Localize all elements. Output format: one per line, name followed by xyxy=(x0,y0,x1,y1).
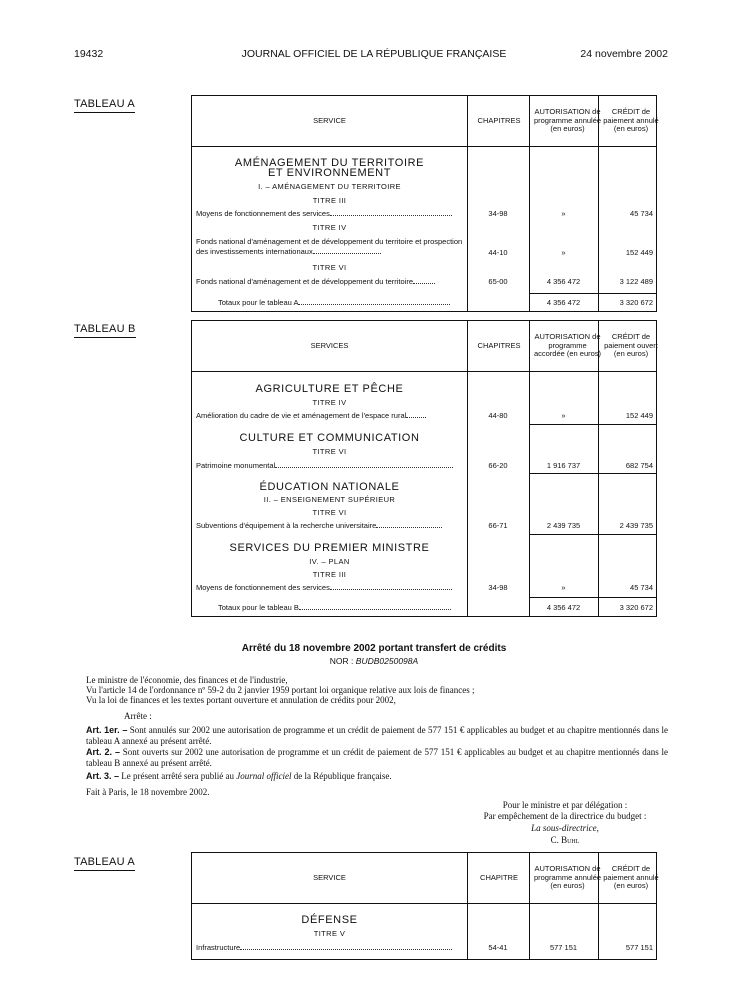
table2-tag: TABLEAU B xyxy=(74,323,136,338)
row-credit: 577 151 xyxy=(625,943,653,952)
row-chapitre: 34-98 xyxy=(488,209,508,218)
paragraph: Vu l'article 14 de l'ordonnance nº 59-2 du 2 janvier 1959 portant loi organique relative aux lois de finances ; xyxy=(86,685,475,695)
table3-header xyxy=(192,853,659,904)
fait-line: Fait à Paris, le 18 novembre 2002. xyxy=(86,787,210,797)
ministry-title: DÉFENSE xyxy=(301,914,358,926)
row-autorisation: 1 916 737 xyxy=(546,461,581,470)
article-text: Sont annulés sur 2002 une autorisation de programme et un crédit de paiement de 577 151 € applicables au budget et au chapitre mentionnés dans le tableau A annexé au présent arrêté. xyxy=(86,725,668,746)
row-autorisation: 4 356 472 xyxy=(546,277,581,286)
article-italic: Journal officiel xyxy=(236,771,292,781)
row-chapitre: 66-20 xyxy=(488,461,508,470)
titre-label: TITRE IV xyxy=(312,223,347,232)
row-autorisation: 577 151 xyxy=(549,943,578,952)
paragraph: Le ministre de l'économie, des finances et de l'industrie, xyxy=(86,675,288,685)
table2-header xyxy=(192,321,656,372)
article-label: Art. 1er. – xyxy=(86,725,128,735)
row-chapitre: 34-98 xyxy=(488,583,508,592)
total-autorisation: 4 356 472 xyxy=(546,603,581,612)
col-header-credit: CRÉDIT de paiement annulé (en euros) xyxy=(598,853,663,903)
ministry-title-cont: ET ENVIRONNEMENT xyxy=(267,167,392,179)
total-autorisation: 4 356 472 xyxy=(546,298,581,307)
article-text: Le présent arrêté sera publié au xyxy=(121,771,234,781)
arrete-keyword: Arrête : xyxy=(124,711,152,721)
row-label: Infrastructure xyxy=(196,943,241,952)
table1-header xyxy=(192,96,659,147)
article-text: Sont ouverts sur 2002 une autorisation de programme et un crédit de paiement de 577 151 € applicables au budget et au chapitre mentionnés dans le tableau B annexé au présent arrêté. xyxy=(86,747,669,768)
row-chapitre: 44-10 xyxy=(488,248,508,257)
signature-title: La sous-directrice, xyxy=(531,823,599,833)
page-number: 19432 xyxy=(74,48,104,60)
col-header-services: SERVICES xyxy=(310,340,349,350)
row-chapitre: 66-71 xyxy=(488,521,508,530)
row-credit: 45 734 xyxy=(630,583,653,592)
ministry-title: SERVICES DU PREMIER MINISTRE xyxy=(229,542,430,554)
col-header-service: SERVICE xyxy=(313,115,346,125)
row-chapitre: 44-80 xyxy=(488,411,508,420)
row-autorisation: » xyxy=(561,248,566,257)
ministry-title: CULTURE ET COMMUNICATION xyxy=(239,432,420,444)
article-2 xyxy=(86,747,668,768)
journal-title: JOURNAL OFFICIEL DE LA RÉPUBLIQUE FRANÇAISE xyxy=(241,48,507,60)
table3-tag: TABLEAU A xyxy=(74,856,135,871)
row-chapitre: 54-41 xyxy=(488,943,508,952)
col-header-service: SERVICE xyxy=(313,872,346,882)
section-title: I. – AMÉNAGEMENT DU TERRITOIRE xyxy=(258,182,401,191)
row-credit: 45 734 xyxy=(630,209,653,218)
titre-label: TITRE VI xyxy=(312,508,347,517)
row-credit: 682 754 xyxy=(625,461,653,470)
row-credit: 2 439 735 xyxy=(619,521,653,530)
col-header-autorisation: AUTORISATION de programme annulée (en euros) xyxy=(529,96,605,146)
paragraph: Vu la loi de finances et les textes portant ouverture et annulation de crédits pour 2002, xyxy=(86,695,396,705)
total-label: Totaux pour le tableau A xyxy=(218,298,299,307)
col-header-autorisation: AUTORISATION de programme annulée (en euros) xyxy=(529,853,605,903)
nor-line xyxy=(0,656,748,666)
row-credit: 152 449 xyxy=(625,411,653,420)
row-autorisation: » xyxy=(561,411,566,420)
signature-line: Pour le ministre et par délégation : xyxy=(502,800,628,810)
titre-label: TITRE III xyxy=(312,570,347,579)
article-text-cont: de la République française. xyxy=(293,771,392,781)
total-credit: 3 320 672 xyxy=(619,298,653,307)
article-label: Art. 2. – xyxy=(86,747,120,757)
total-credit: 3 320 672 xyxy=(619,603,653,612)
section-title: II. – ENSEIGNEMENT SUPÉRIEUR xyxy=(263,495,396,504)
titre-label: TITRE VI xyxy=(312,263,347,272)
row-label: Moyens de fonctionnement des services xyxy=(196,583,330,592)
titre-label: TITRE IV xyxy=(312,398,347,407)
col-header-autorisation: AUTORISATION de programme accordée (en euros) xyxy=(529,321,605,371)
col-header-chapitres: CHAPITRES xyxy=(467,96,530,146)
article-3 xyxy=(86,771,666,782)
col-header-credit: CRÉDIT de paiement ouvert (en euros) xyxy=(598,321,663,371)
article-label: Art. 3. – xyxy=(86,771,120,781)
article-1 xyxy=(86,725,668,746)
nor-label: NOR : xyxy=(329,656,354,666)
row-label: Fonds national d'aménagement et de développement du territoire et prospection des investissements internationaux xyxy=(196,237,463,256)
total-label: Totaux pour le tableau B xyxy=(218,603,299,612)
table-a-annulation xyxy=(191,95,657,312)
row-autorisation: 2 439 735 xyxy=(546,521,581,530)
issue-date: 24 novembre 2002 xyxy=(580,48,668,60)
ministry-title: AMÉNAGEMENT DU TERRITOIRE xyxy=(234,157,425,169)
row-autorisation: » xyxy=(561,209,566,218)
row-autorisation: » xyxy=(561,583,566,592)
table-a-defense xyxy=(191,852,657,960)
row-label: Fonds national d'aménagement et de développement du territoire xyxy=(196,277,413,286)
col-header-chapitres: CHAPITRES xyxy=(467,321,530,371)
row-label: Amélioration du cadre de vie et aménagement de l'espace rural xyxy=(196,411,407,420)
nor-code: BUDB0250098A xyxy=(355,656,419,666)
arrete-title: Arrêté du 18 novembre 2002 portant transfert de crédits xyxy=(241,643,507,654)
row-credit: 152 449 xyxy=(625,248,653,257)
col-header-chapitre: CHAPITRE xyxy=(467,853,530,903)
row-credit: 3 122 489 xyxy=(619,277,653,286)
ministry-title: ÉDUCATION NATIONALE xyxy=(259,481,400,493)
titre-label: TITRE V xyxy=(313,929,346,938)
row-label: Moyens de fonctionnement des services xyxy=(196,209,330,218)
section-title: IV. – PLAN xyxy=(309,557,350,566)
titre-label: TITRE VI xyxy=(312,447,347,456)
titre-label: TITRE III xyxy=(312,196,347,205)
signature-name: C. Buhl xyxy=(550,835,580,845)
col-header-credit: CRÉDIT de paiement annulé (en euros) xyxy=(598,96,663,146)
ministry-title: AGRICULTURE ET PÊCHE xyxy=(255,383,404,395)
signature-line: Par empêchement de la directrice du budget : xyxy=(483,811,647,821)
row-chapitre: 65-00 xyxy=(488,277,508,286)
row-label: Patrimoine monumental xyxy=(196,461,276,470)
row-label: Subventions d'équipement à la recherche universitaire xyxy=(196,521,377,530)
table-b-ouverture xyxy=(191,320,657,617)
table1-tag: TABLEAU A xyxy=(74,98,135,113)
